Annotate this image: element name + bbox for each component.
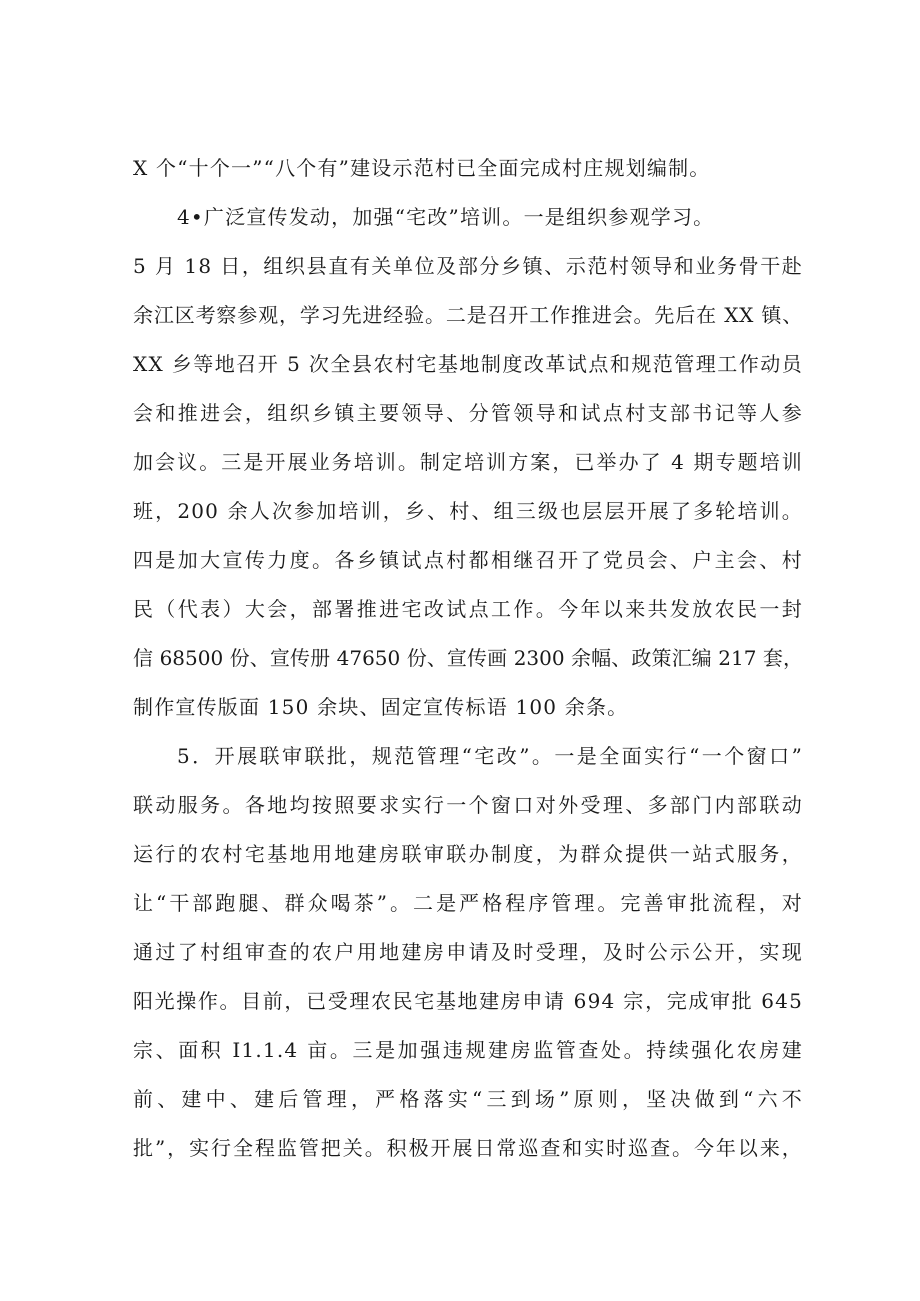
text-line: 会和推进会，组织乡镇主要领导、分管领导和试点村支部书记等人参	[133, 401, 803, 425]
section-heading-5: 5．开展联审联批，规范管理“宅改”。一是全面实行“一个窗口”	[177, 744, 803, 768]
text-line: 阳光操作。目前，已受理农民宅基地建房申请 694 宗，完成审批 645	[133, 989, 803, 1013]
section-heading-4: 4•广泛宣传发动，加强“宅改”培训。一是组织参观学习。	[177, 205, 715, 229]
text-line: 信 68500 份、宣传册 47650 份、宣传画 2300 余幅、政策汇编 217 套，	[133, 646, 803, 670]
text-line: 运行的农村宅基地用地建房联审联办制度，为群众提供一站式服务，	[133, 842, 803, 866]
text-line: 制作宣传版面 150 余块、固定宣传标语 100 余条。	[133, 695, 629, 719]
text-line: 通过了村组审查的农户用地建房申请及时受理，及时公示公开，实现	[133, 940, 803, 964]
text-line: 让“干部跑腿、群众喝茶”。二是严格程序管理。完善审批流程，对	[133, 891, 803, 915]
text-line: 批”，实行全程监管把关。积极开展日常巡查和实时巡查。今年以来，	[133, 1136, 803, 1160]
text-line: 四是加大宣传力度。各乡镇试点村都相继召开了党员会、户主会、村	[133, 548, 803, 572]
text-line: 5 月 18 日，组织县直有关单位及部分乡镇、示范村领导和业务骨干赴	[133, 254, 803, 278]
text-line: XX 乡等地召开 5 次全县农村宅基地制度改革试点和规范管理工作动员	[133, 352, 803, 376]
text-line: 加会议。三是开展业务培训。制定培训方案，已举办了 4 期专题培训	[133, 450, 803, 474]
text-line: X 个“十个一”“八个有”建设示范村已全面完成村庄规划编制。	[133, 156, 711, 180]
text-line: 前、建中、建后管理，严格落实“三到场”原则，坚决做到“六不	[133, 1087, 803, 1111]
text-line: 余江区考察参观，学习先进经验。二是召开工作推进会。先后在 XX 镇、	[133, 303, 803, 327]
text-line: 民（代表）大会，部署推进宅改试点工作。今年以来共发放农民一封	[133, 597, 803, 621]
text-line: 宗、面积 I1.1.4 亩。三是加强违规建房监管查处。持续强化农房建	[133, 1038, 803, 1062]
text-line: 联动服务。各地均按照要求实行一个窗口对外受理、多部门内部联动	[133, 793, 803, 817]
text-line: 班，200 余人次参加培训，乡、村、组三级也层层开展了多轮培训。	[133, 499, 803, 523]
